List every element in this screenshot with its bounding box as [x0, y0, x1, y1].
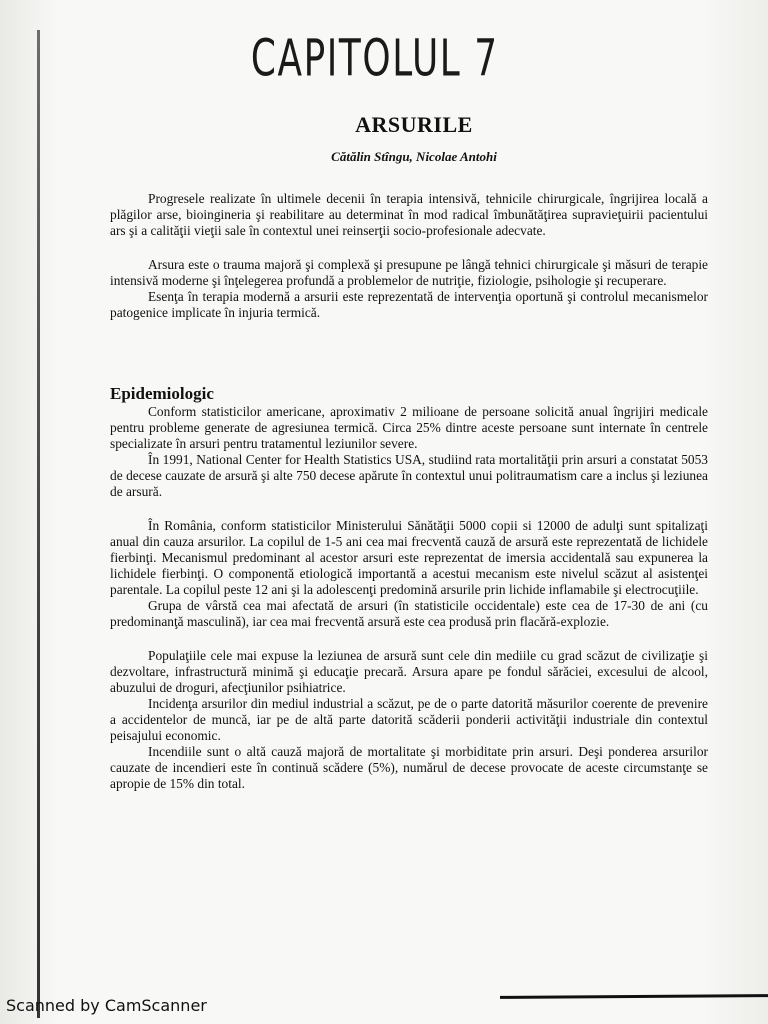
authors-line: Cătălin Stîngu, Nicolae Antohi [331, 149, 497, 164]
section-paragraph-5: Populaţiile cele mai expuse la leziunea de arsură sunt cele din mediile cu grad scăzut de civilizaţie şi dezvoltare, infrastructură minimă şi educaţie precară. Arsura apare pe fondul sărăciei, excesului de alcool, abuzului de droguri, afecţiunilor psihiatrice. [110, 648, 708, 695]
section-paragraph-7: Incendiile sunt o altă cauză majoră de mortalitate şi morbiditate prin arsuri. Deşi ponderea arsurilor cauzate de incendieri este în continuă scădere (5%), numărul de decese provocate de aceste circumstanţe se apropie de 15% din total. [110, 744, 708, 791]
chapter-heading: CAPITOLUL 7 [250, 28, 499, 88]
section-paragraph-6: Incidenţa arsurilor din mediul industrial a scăzut, pe de o parte datorită măsurilor coerente de prevenire a accidentelor de muncă, iar pe de altă parte datorită scăderii ponderii activităţii industriale din contextul peisajului economic. [110, 696, 708, 743]
section-paragraph-3: În România, conform statisticilor Ministerului Sănătăţii 5000 copii si 12000 de adulţi sunt spitalizaţi anual din cauza arsurilor. La copilul de 1-5 ani cea mai frecventă cauză de arsură este reprezentată de lichidele fierbinţi. Mecanismul predominant al acestor arsuri este reprezentat de imersia accidentală sau expunerea la lichidele fierbinţi. O componentă etiologică importantă a acestui mecanism este nivelul scăzut al asistenţei parentale. La copilul peste 12 ani şi la adolescenţi predomină arsurile prin lichide inflamabile şi electrocuţiile. [110, 518, 708, 597]
intro-paragraph-2: Arsura este o trauma majoră şi complexă şi presupune pe lângă tehnici chirurgicale şi măsuri de terapie intensivă moderne şi înţelegerea profundă a problemelor de nutriţie, fiziologie, psihologie şi recuperare. [110, 257, 708, 288]
section-paragraph-4: Grupa de vârstă cea mai afectată de arsuri (în statisticile occidentale) este cea de 17-30 de ani (cu predominanţă masculină), iar cea mai frecventă arsură este cea produsă prin flacără-explozie. [110, 598, 708, 629]
scanner-watermark: Scanned by CamScanner [6, 996, 207, 1015]
section-block-1 [110, 404, 708, 792]
section-paragraph-1: Conform statisticilor americane, aproximativ 2 milioane de persoane solicită anual îngrijiri medicale pentru probleme generate de agresiunea termică. Circa 25% dintre aceste persoane sunt internate în centrele specializate în arsuri pentru tratamentul leziunilor severe. [110, 404, 708, 451]
section-heading: Epidemiologic [110, 384, 214, 403]
intro-paragraph-1: Progresele realizate în ultimele decenii în terapia intensivă, tehnicile chirurgicale, îngrijirea locală a plăgilor arse, bioingineria şi reabilitare au determinat în mod radical îmbunătăţirea supravieţuirii pacientului ars şi a calităţii vieţii sale în contextul unei reinserţii socio-profesionale adecvate. [110, 191, 708, 238]
page-title: ARSURILE [355, 112, 473, 137]
intro-paragraph-3: Esenţa în terapia modernă a arsurii este reprezentată de intervenţia oportună şi controlul mecanismelor patogenice implicate în injuria termică. [110, 289, 708, 320]
section-paragraph-2: În 1991, National Center for Health Statistics USA, studiind rata mortalităţii prin arsuri a constatat 5053 de decese cauzate de arsură şi alte 750 decese apărute în contextul unui politraumatism care a inclus şi leziunea de arsură. [110, 452, 708, 499]
binding-edge [37, 30, 40, 1018]
intro-block [110, 191, 708, 321]
